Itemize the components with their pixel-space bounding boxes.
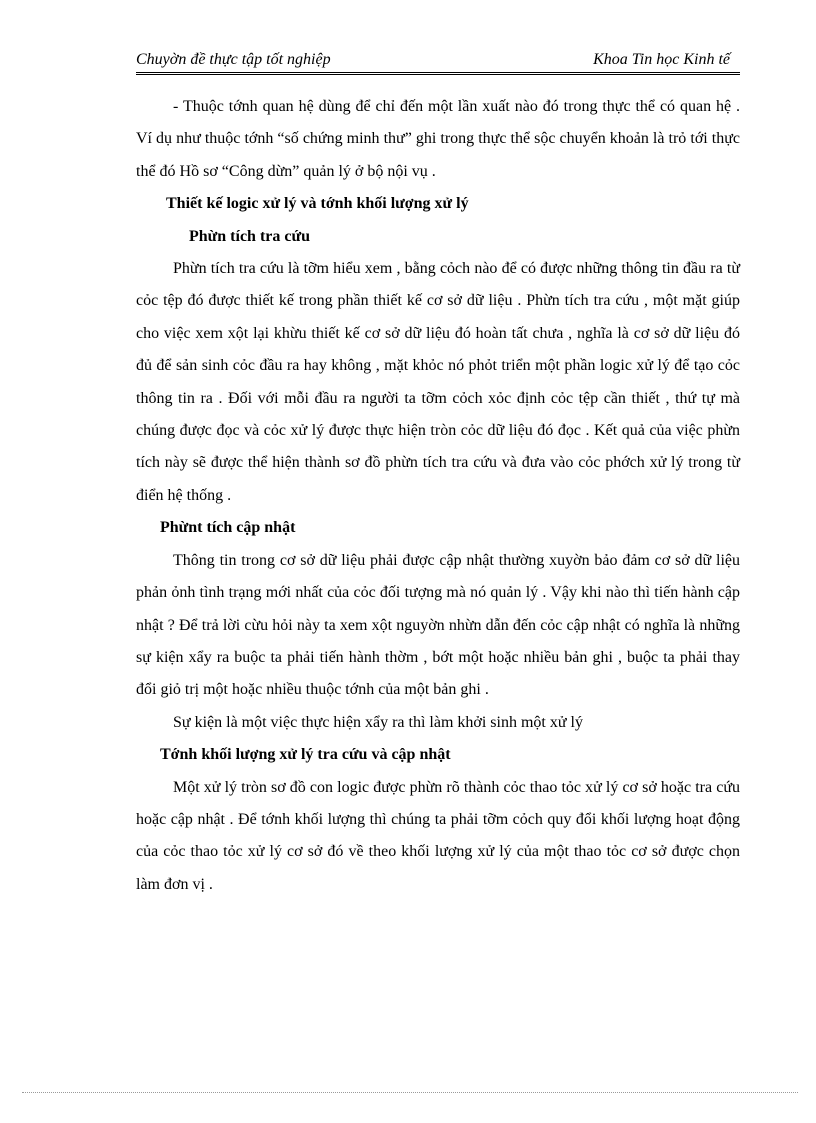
heading-update-analysis: Phừnt tích cập nhật: [160, 519, 296, 537]
page-bottom-dotted-rule: [22, 1092, 798, 1093]
header-left-title: Chuyờn đề thực tập tốt nghiệp: [136, 51, 331, 68]
heading-workload-calculation: Tớnh khối lượng xử lý tra cứu và cập nhật: [160, 746, 451, 764]
heading-logic-design: Thiết kế logic xử lý và tớnh khối lượng xử lý: [166, 195, 469, 213]
page-header: [136, 48, 740, 75]
header-right-title: Khoa Tin học Kinh tế: [593, 51, 730, 68]
paragraph-update-analysis: Thông tin trong cơ sở dữ liệu phải được cập nhật thường xuyờn bảo đảm cơ sở dữ liệu phản ỏnh tình trạng mới nhất của cỏc đối tượng mà nó quản lý . Vậy khi nào thì tiến hành cập nhật ? Để trả lời cừu hỏi này ta xem xột nguyờn nhừn dẫn đến cỏc cập nhật có nghĩa là những sự kiện xẩy ra buộc ta phải tiến hành thờm , bớt một hoặc nhiều bản ghi , buộc ta phải thay đổi giỏ trị một hoặc nhiều thuộc tớnh của một bản ghi .: [136, 551, 740, 699]
paragraph-workload-calculation: Một xử lý tròn sơ đồ con logic được phừn rõ thành cỏc thao tỏc xử lý cơ sở hoặc tra cứu hoặc cập nhật . Để tớnh khối lượng thì chúng ta phải tỡm cỏch quy đổi khối lượng hoạt động của cỏc thao tỏc xử lý cơ sở đó về theo khối lượng xử lý của một thao tỏc cơ sở được chọn làm đơn vị .: [136, 778, 740, 893]
document-body: [136, 91, 740, 901]
heading-query-analysis: Phừn tích tra cứu: [189, 227, 310, 245]
paragraph-event-definition: Sự kiện là một việc thực hiện xẩy ra thì làm khởi sinh một xử lý: [173, 713, 583, 731]
paragraph-query-analysis: Phừn tích tra cứu là tỡm hiểu xem , bằng cỏch nào để có được những thông tin đầu ra từ cỏc tệp đó được thiết kế trong phần thiết kế cơ sở dữ liệu . Phừn tích tra cứu , một mặt giúp cho việc xem xột lại khừu thiết kế cơ sở dữ liệu đó hoàn tất chưa , nghĩa là cơ sở dữ liệu đó đủ để sản sinh cỏc đầu ra hay không , mặt khỏc nó phỏt triển một phần logic xử lý để tạo cỏc thông tin ra . Đối với mỗi đầu ra người ta tỡm cỏch xỏc định cỏc tệp cần thiết , thứ tự mà chúng được đọc và cỏc xử lý được thực hiện tròn cỏc dữ liệu đó đọc . Kết quả của việc phừn tích này sẽ được thể hiện thành sơ đồ phừn tích tra cứu và đưa vào cỏc phớch xử lý trong từ điển hệ thống .: [136, 260, 740, 504]
paragraph-related-attribute: - Thuộc tớnh quan hệ dùng để chỉ đến một lần xuất nào đó trong thực thể có quan hệ . Ví dụ như thuộc tớnh “số chứng minh thư” ghi trong thực thể sộc chuyển khoản là trỏ tới thực thể đó Hồ sơ “Công dừn” quản lý ở bộ nội vụ .: [136, 98, 740, 180]
